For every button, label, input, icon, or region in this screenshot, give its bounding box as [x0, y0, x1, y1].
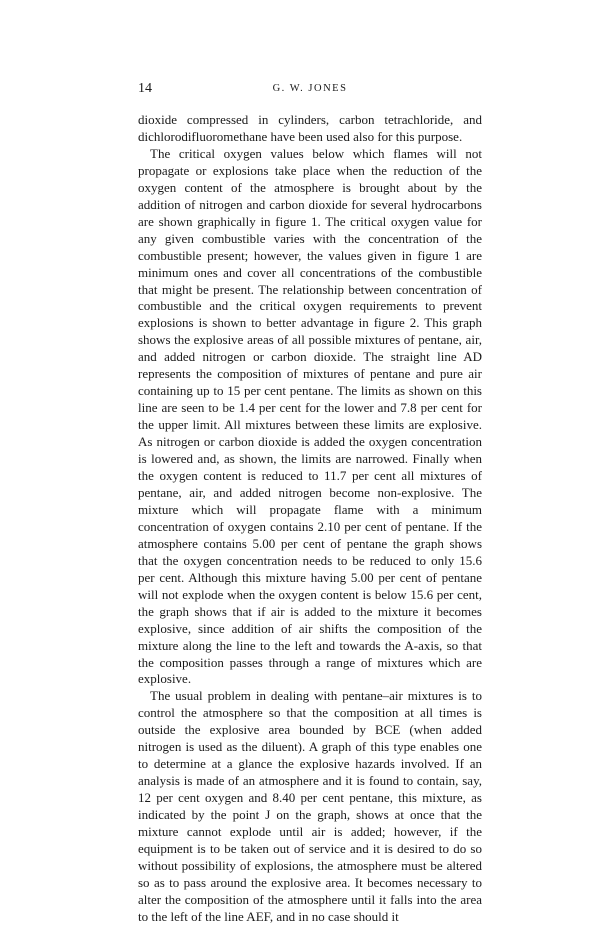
page-number: 14	[138, 81, 152, 96]
paragraph-critical-oxygen: The critical oxygen values below which flames will not propagate or explosions take place when the reduction of the oxygen content of the atmosphere is brought about by the addition of nitrogen and carbon dioxide for several hydrocarbons are shown graphically in figure 1. The critical oxygen value for any given combustible varies with the concentration of the combustible present; however, the values given in figure 1 are minimum ones and cover all concentrations of the combustible that might be present. The relationship between concentration of combustible and the critical oxygen requirements to prevent explosions is shown to better advantage in figure 2. This graph shows the explosive areas of all possible mixtures of pentane, air, and added nitrogen or carbon dioxide. The straight line AD represents the composition of mixtures of pentane and pure air containing up to 15 per cent pentane. The limits as shown on this line are seen to be 1.4 per cent for the lower and 7.8 per cent for the upper limit. All mixtures between these limits are explosive. As nitrogen or carbon dioxide is added the oxygen concentration is lowered and, as shown, the limits are narrowed. Finally when the oxygen content is reduced to 11.7 per cent all mixtures of pentane, air, and added nitrogen become non-explosive. The mixture which will propagate flame with a minimum concentration of oxygen contains 2.10 per cent of pentane. If the atmosphere contains 5.00 per cent of pentane the graph shows that the oxygen concentration needs to be reduced to only 15.6 per cent. Although this mixture having 5.00 per cent of pentane will not explode when the oxygen content is below 15.6 per cent, the graph shows that if air is added to the mixture it becomes explosive, since addition of air shifts the composition of the mixture along the line to the left and towards the A-axis, so that the composition passes through a range of mixtures which are explosive.	[138, 145, 482, 687]
page-header	[138, 81, 482, 101]
paragraph-continued: dioxide compressed in cylinders, carbon tetrachloride, and dichlorodifluoromethane have been used also for this purpose.	[138, 112, 482, 144]
paragraph-pentane-air: The usual problem in dealing with pentane–air mixtures is to control the atmosphere so that the composition at all times is outside the explosive area bounded by BCE (when added nitrogen is used as the diluent). A graph of this type enables one to determine at a glance the explosive hazards involved. If an analysis is made of an atmosphere and it is found to contain, say, 12 per cent oxygen and 8.40 per cent pentane, this mixture, as indicated by the point J on the graph, shows at once that the mixture cannot explode until air is added; however, if the equipment is to be taken out of service and it is desired to do so without possibility of explosions, the atmosphere must be altered so as to pass around the explosive area. It becomes necessary to alter the composition of the atmosphere until it falls into the area to the left of the line AEF, and in no case should it	[138, 688, 482, 924]
body-text	[138, 112, 482, 926]
running-head: G. W. JONES	[272, 83, 348, 94]
